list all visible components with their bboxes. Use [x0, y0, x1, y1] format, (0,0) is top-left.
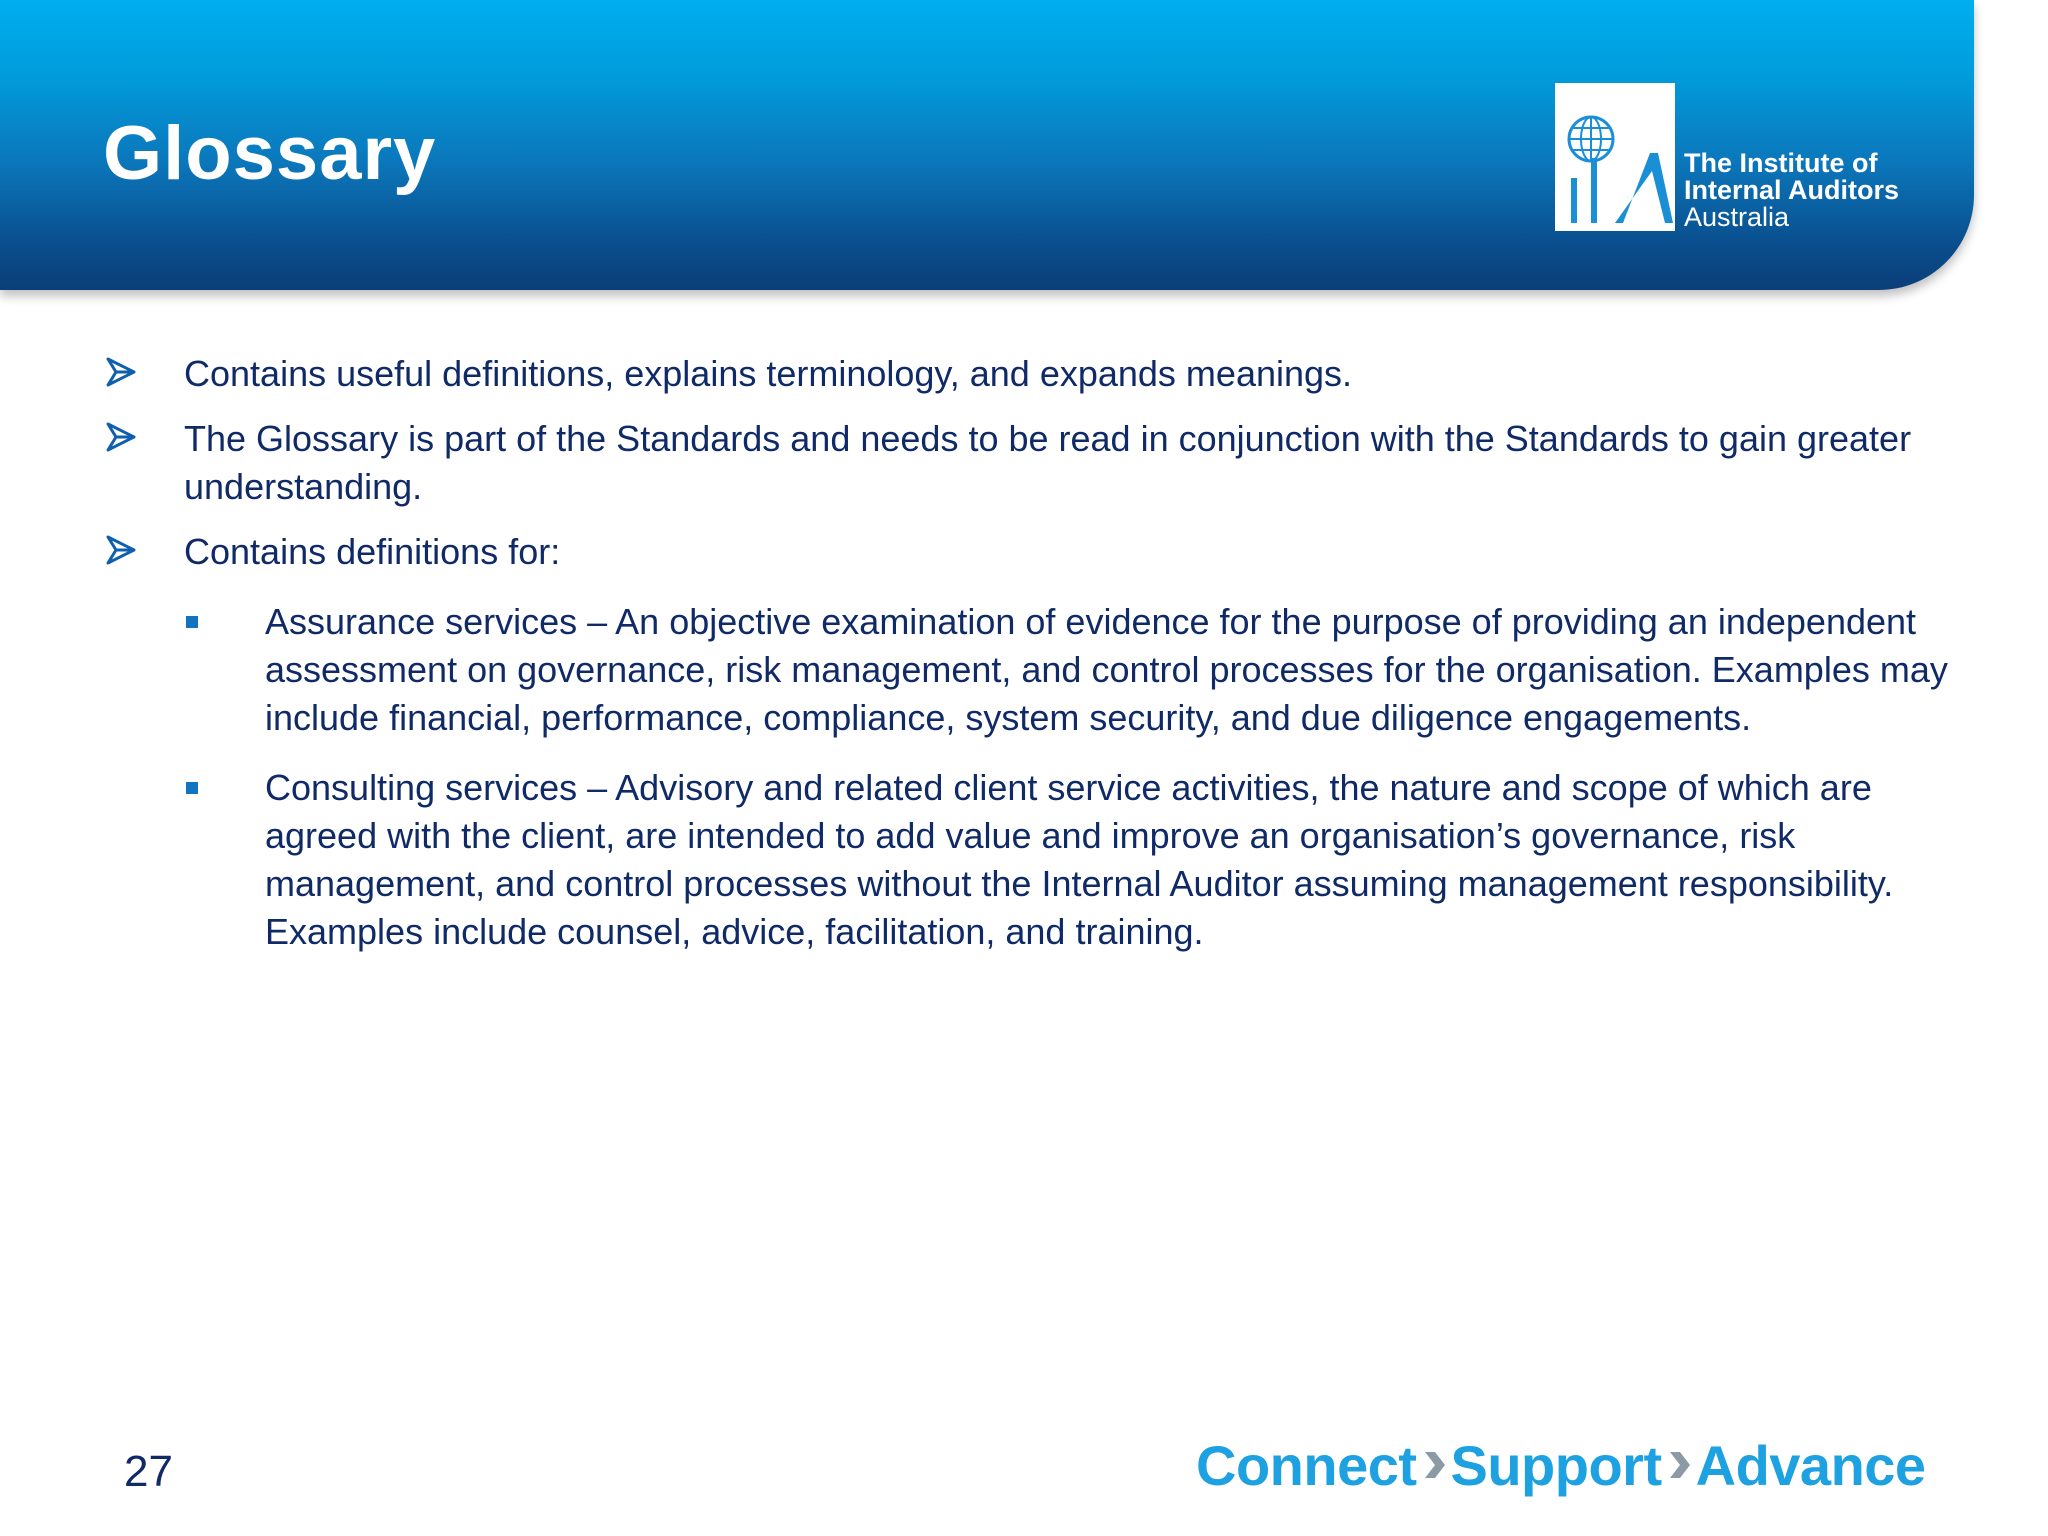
bullet-item [100, 350, 1970, 398]
bullet-text: Contains definitions for: [184, 531, 561, 572]
tagline-connect: Connect [1196, 1433, 1417, 1497]
sub-bullet-item [100, 764, 1970, 956]
page-title: Glossary [103, 111, 437, 196]
chevron-right-icon [1419, 1440, 1449, 1490]
sub-bullet-text: Consulting services – Advisory and related client service activities, the nature and scope of which are agreed with the client, are intended to add value and improve an organisation’s governance, risk management, and control processes without the Internal Auditor assuming management responsibility. Examples include counsel, advice, facilitation, and training. [265, 767, 1894, 952]
arrow-bullet-icon [104, 533, 138, 567]
bullet-text: The Glossary is part of the Standards and needs to be read in conjunction with the Standards to gain greater understanding. [184, 418, 1912, 507]
square-bullet-icon [186, 616, 198, 628]
iia-logo-text [1684, 150, 1899, 231]
sub-bullet-text: Assurance services – An objective examination of evidence for the purpose of providing an independent assessment on governance, risk management, and control processes for the organisation. Examples may include financial, performance, compliance, system security, and due diligence engagements. [265, 601, 1948, 738]
header-banner [0, 0, 1974, 290]
bullet-item [100, 528, 1970, 576]
iia-logo-mark [1555, 83, 1675, 231]
arrow-bullet-icon [104, 420, 138, 454]
page-number: 27 [124, 1447, 173, 1496]
bullet-text: Contains useful definitions, explains terminology, and expands meanings. [184, 353, 1353, 394]
slide-body [100, 350, 1970, 973]
logo-line-1: The Institute of [1684, 148, 1878, 178]
bullet-item [100, 415, 1970, 511]
tagline [1196, 1425, 1926, 1505]
chevron-right-icon [1664, 1440, 1694, 1490]
globe-icon [1555, 83, 1675, 231]
logo-line-3: Australia [1684, 202, 1790, 232]
arrow-bullet-icon [104, 355, 138, 389]
logo-line-2: Internal Auditors [1684, 175, 1900, 205]
sub-bullet-item [100, 598, 1970, 742]
square-bullet-icon [186, 782, 198, 794]
tagline-advance: Advance [1695, 1433, 1926, 1497]
tagline-support: Support [1450, 1433, 1662, 1497]
